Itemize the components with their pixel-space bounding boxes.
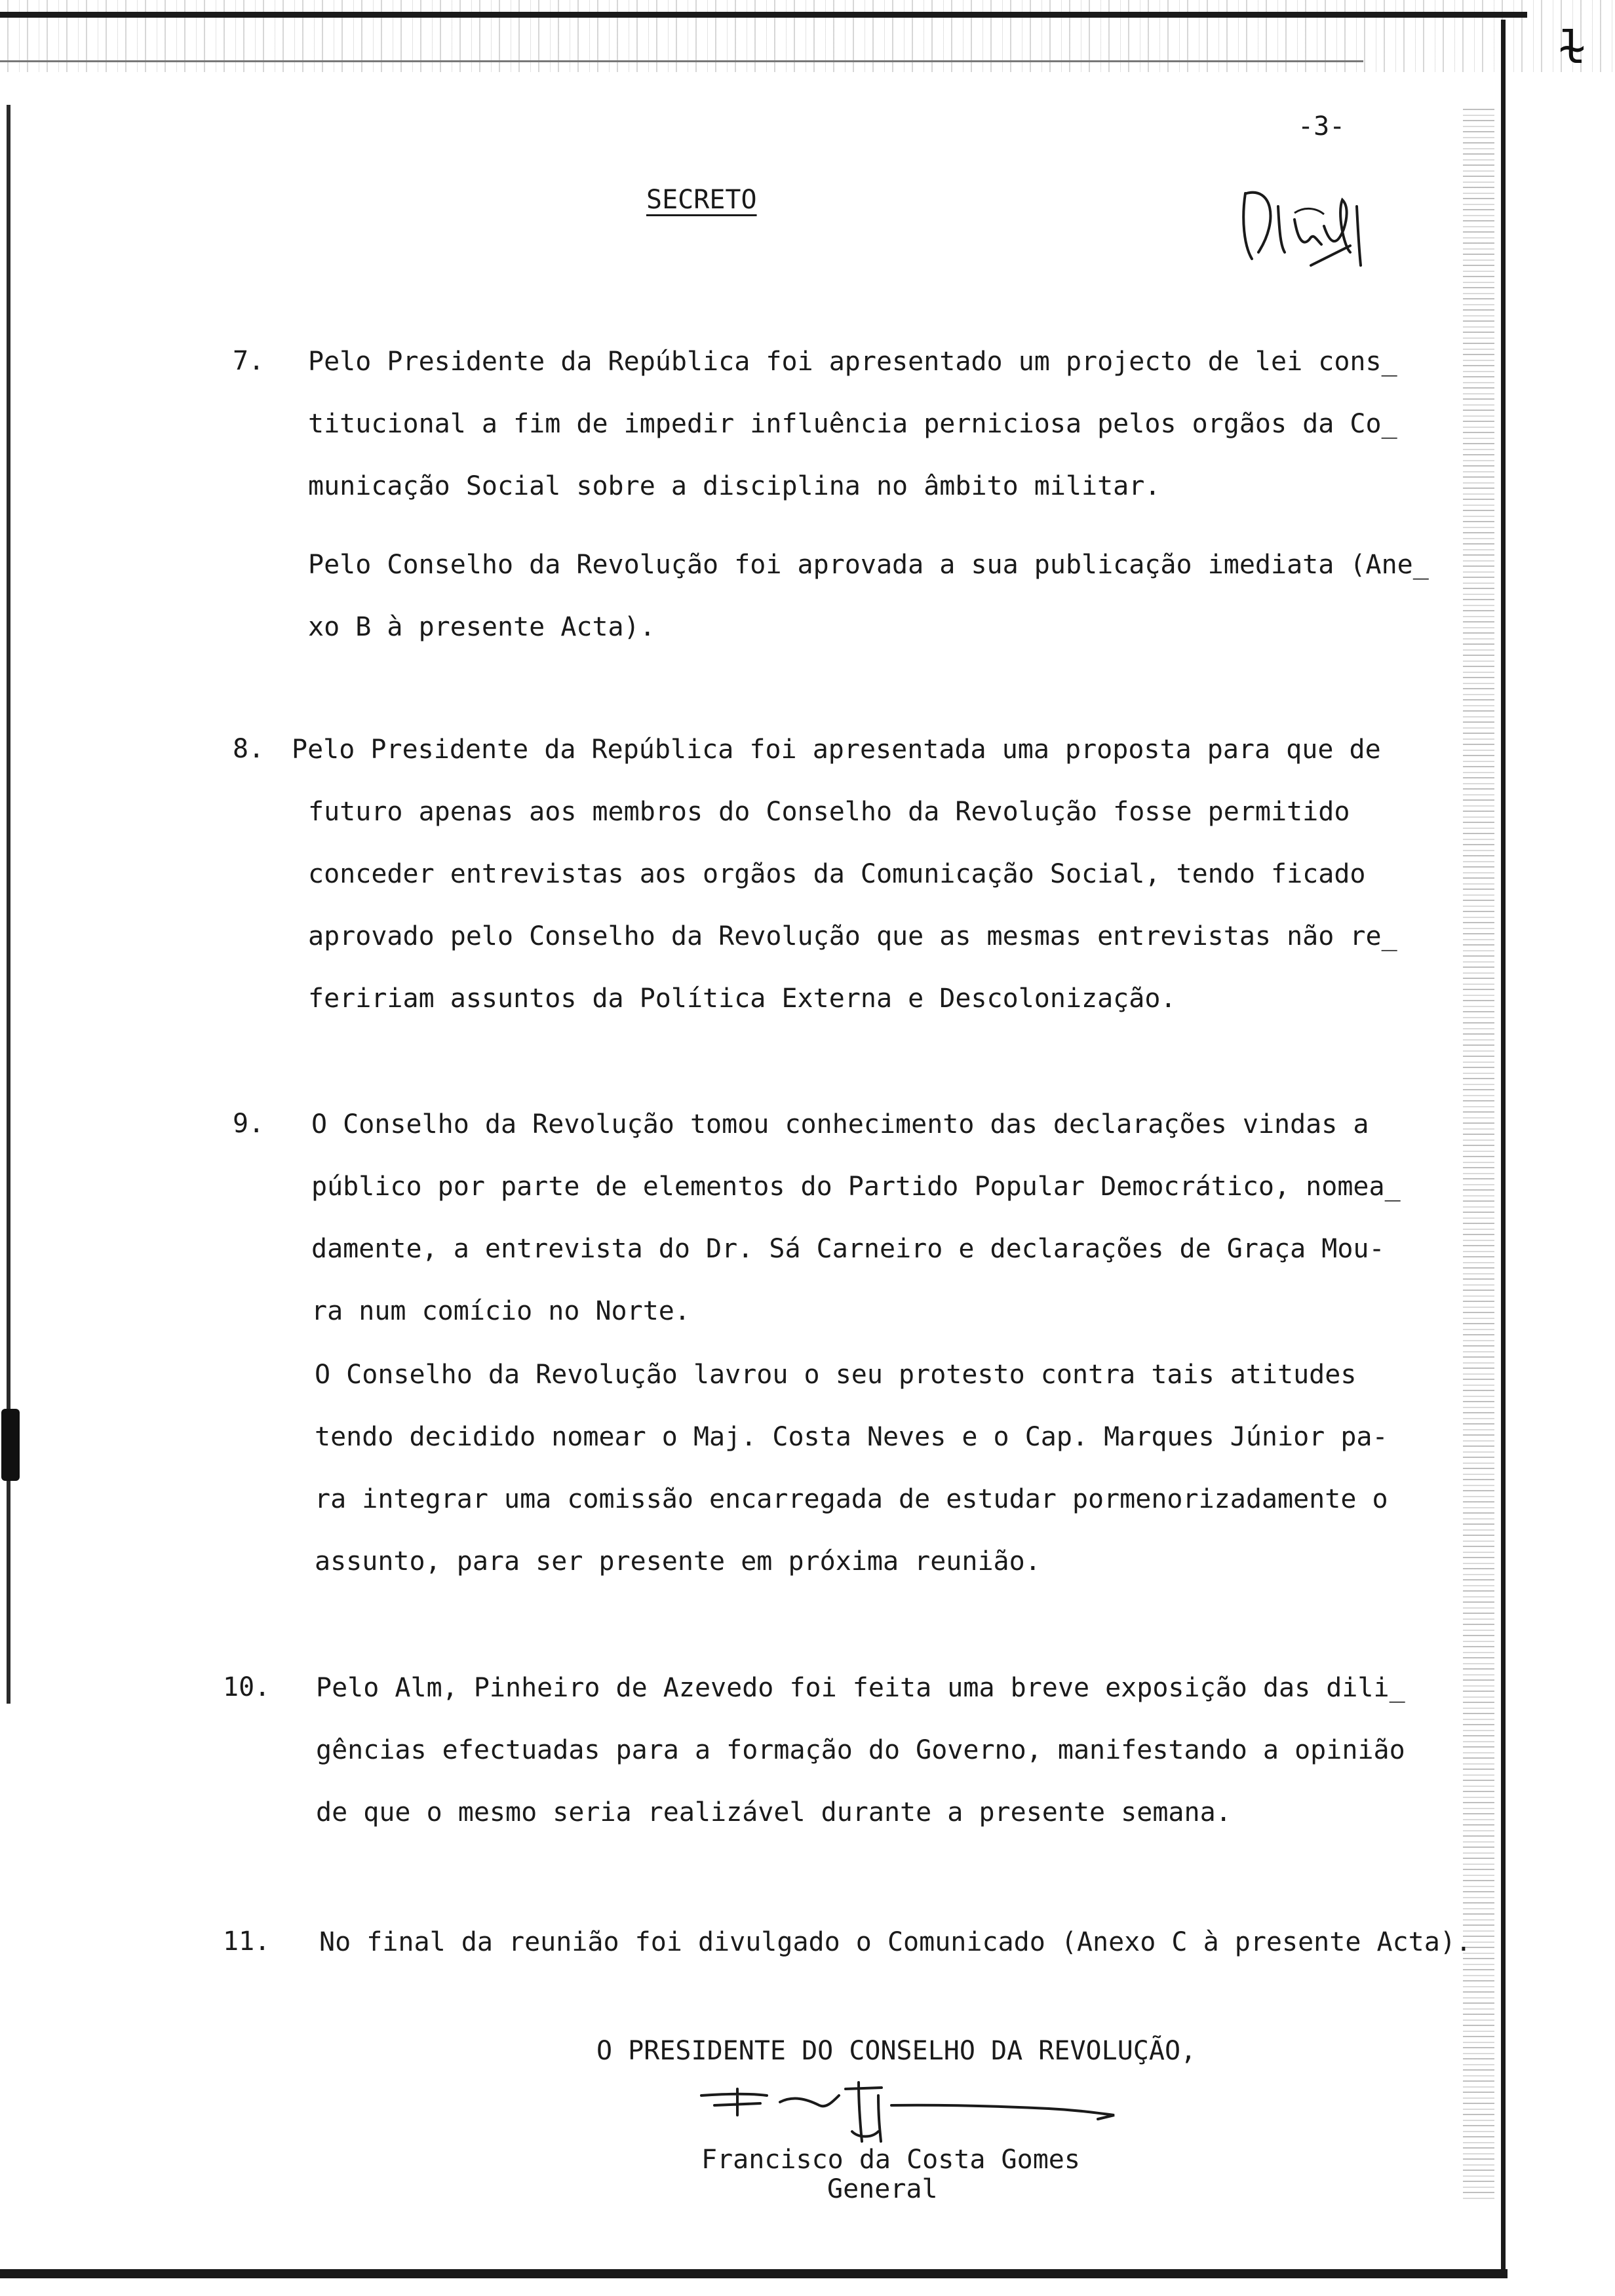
item-9-paragraph-2 — [315, 1344, 1388, 1593]
text-line: municação Social sobre a disciplina no âmbito militar. — [308, 471, 1161, 501]
signer-name: Francisco da Costa Gomes — [701, 2145, 1080, 2175]
text-line: Pelo Presidente da República foi apresentado um projecto de lei cons_ — [308, 347, 1397, 377]
text-line: ra num comício no Norte. — [311, 1296, 690, 1326]
text-line: tendo decidido nomear o Maj. Costa Neves e o Cap. Marques Júnior pa- — [315, 1422, 1388, 1452]
item-number: 9. — [233, 1109, 265, 1139]
signer-rank: General — [827, 2174, 938, 2204]
scan-noise-right — [1463, 105, 1494, 2202]
text-line: gências efectuadas para a formação do Governo, manifestando a opinião — [316, 1735, 1405, 1765]
text-line: Pelo Alm, Pinheiro de Azevedo foi feita uma breve exposição das dili_ — [316, 1673, 1405, 1703]
handwritten-signature — [695, 2076, 1121, 2148]
corner-mark: ɫ — [1559, 22, 1586, 74]
item-7-paragraph-2 — [308, 534, 1429, 659]
text-line: Pelo Conselho da Revolução foi aprovada a sua publicação imediata (Ane_ — [308, 550, 1429, 580]
scan-top-border — [0, 12, 1527, 18]
text-line: conceder entrevistas aos orgãos da Comunicação Social, tendo ficado — [308, 859, 1366, 889]
text-line: titucional a fim de impedir influência perniciosa pelos orgãos da Co_ — [308, 409, 1397, 439]
signature-title: O PRESIDENTE DO CONSELHO DA REVOLUÇÃO, — [596, 2036, 1197, 2066]
text-line: aprovado pelo Conselho da Revolução que as mesmas entrevistas não re_ — [308, 921, 1397, 951]
scan-top-rule — [0, 60, 1363, 62]
text-line: O Conselho da Revolução tomou conhecimento das declarações vindas a — [311, 1109, 1369, 1139]
handwritten-initials — [1232, 167, 1396, 272]
item-number: 8. — [233, 734, 265, 764]
text-line: No final da reunião foi divulgado o Comunicado (Anexo C à presente Acta). — [319, 1927, 1471, 1957]
text-line: de que o mesmo seria realizável durante a presente semana. — [316, 1797, 1232, 1827]
item-number: 7. — [233, 346, 265, 376]
text-line: futuro apenas aos membros do Conselho da Revolução fosse permitido — [308, 797, 1350, 827]
page-number: -3- — [1298, 111, 1346, 142]
text-line: público por parte de elementos do Partido Popular Democrático, nomea_ — [311, 1172, 1401, 1202]
text-line: O Conselho da Revolução lavrou o seu protesto contra tais atitudes — [315, 1360, 1357, 1390]
binder-hole-shadow — [1, 1409, 20, 1481]
item-7-paragraph-1 — [308, 331, 1397, 518]
text-line: Pelo Presidente da República foi apresentada uma proposta para que de — [292, 735, 1381, 765]
text-line: ra integrar uma comissão encarregada de estudar pormenorizadamente o — [315, 1484, 1388, 1514]
text-line: feririam assuntos da Política Externa e Descolonização. — [308, 984, 1177, 1014]
item-number: 10. — [223, 1672, 271, 1702]
item-8-paragraph-1 — [292, 719, 1397, 1030]
scan-bottom-border — [0, 2269, 1508, 2278]
text-line: assunto, para ser presente em próxima reunião. — [315, 1546, 1041, 1577]
item-10-paragraph-1 — [316, 1657, 1405, 1844]
classification-heading: SECRETO — [646, 185, 757, 215]
scan-right-border — [1501, 20, 1506, 2277]
item-9-paragraph-1 — [311, 1094, 1401, 1343]
item-11-paragraph-1 — [319, 1911, 1471, 1974]
item-number: 11. — [223, 1926, 271, 1957]
text-line: xo B à presente Acta). — [308, 612, 655, 642]
text-line: damente, a entrevista do Dr. Sá Carneiro e declarações de Graça Mou- — [311, 1234, 1385, 1264]
